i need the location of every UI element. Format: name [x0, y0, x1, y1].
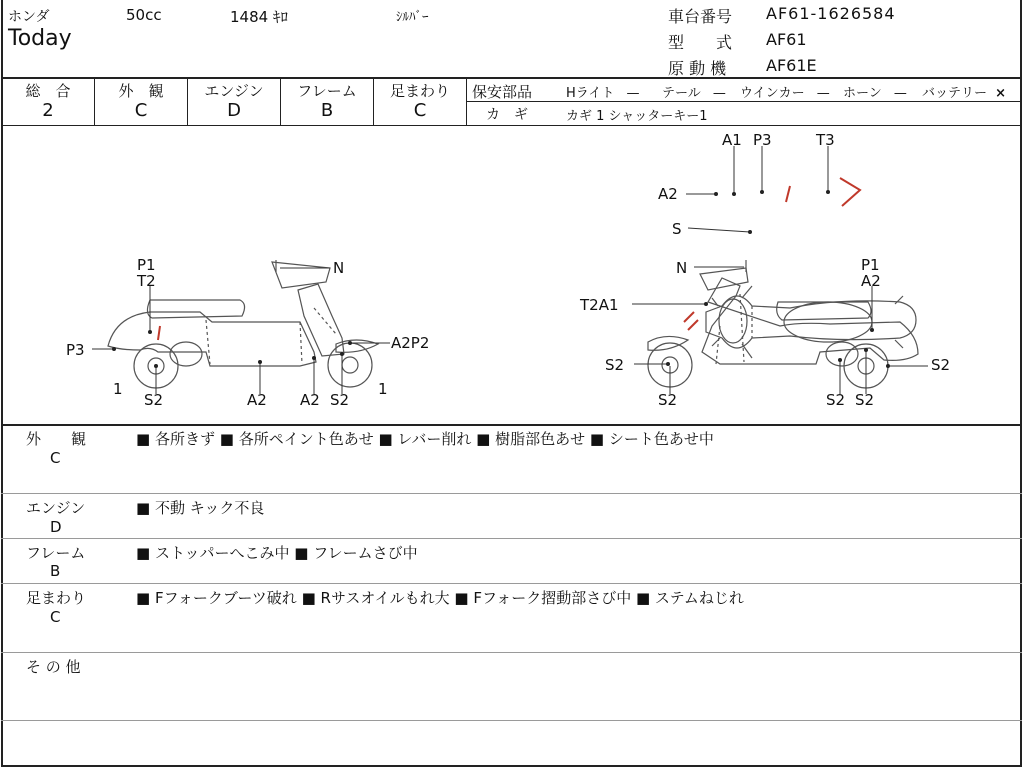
- divider: [466, 78, 467, 125]
- diagram-label: S2: [931, 356, 951, 374]
- engine-value: AF61E: [766, 56, 817, 75]
- section-title-other: そ の 他: [26, 658, 81, 676]
- diagram-label: A2: [300, 391, 320, 409]
- remark-item: レバー削れ: [397, 430, 472, 448]
- diagram-label: P1: [861, 256, 880, 274]
- remark-item: Fフォーク摺動部さび中: [473, 589, 632, 607]
- grade-engine-value: D: [227, 100, 241, 121]
- grade-suspension-label: 足まわり: [389, 82, 450, 100]
- grade-exterior-label: 外 観: [118, 82, 164, 100]
- diagram-label: 1: [113, 380, 123, 398]
- damage-marks: [158, 178, 860, 340]
- remark-item: ステムねじれ: [654, 589, 744, 607]
- engine-label: 原 動 機: [668, 59, 727, 78]
- section-title-exterior: 外 観: [26, 430, 87, 448]
- section-title-frame: フレーム: [26, 544, 86, 562]
- diagram-label: P3: [753, 131, 772, 149]
- diagram-label: T2: [137, 272, 156, 290]
- remark-item: 樹脂部色あせ: [495, 430, 586, 448]
- remark-item: 各所きず: [154, 430, 215, 448]
- divider: [1, 493, 1022, 494]
- section-grade-suspension: C: [50, 608, 61, 626]
- remark-item: シート色あせ中: [608, 430, 714, 448]
- diagram-label: S2: [330, 391, 350, 409]
- diagram-label: A2: [658, 185, 678, 203]
- divider: [1, 77, 1022, 79]
- safety-item-label: ウインカー: [740, 86, 805, 101]
- safety-item-label: Hライト: [566, 86, 615, 101]
- diagram-label: T3: [816, 131, 835, 149]
- safety-item-taillight: [662, 82, 726, 101]
- diagram-label: A2: [861, 272, 881, 290]
- diagram-label: N: [676, 259, 688, 277]
- remark-item: Fフォークブーツ破れ: [154, 589, 297, 607]
- divider: [1, 538, 1022, 539]
- remark-item: 不動 キック不良: [154, 499, 265, 517]
- divider: [1, 424, 1022, 426]
- model-name: Today: [8, 26, 72, 51]
- safety-item-battery: [922, 82, 1006, 101]
- safety-item-mark: —: [626, 86, 640, 101]
- grade-engine-label: エンジン: [204, 82, 264, 100]
- chassis-value: AF61-1626584: [766, 4, 896, 23]
- safety-item-mark: ×: [995, 86, 1007, 101]
- safety-item-mark: —: [712, 86, 726, 101]
- diagram-label: T2A1: [580, 296, 619, 314]
- diagram-label: P3: [66, 341, 85, 359]
- chassis-label: 車台番号: [668, 7, 733, 26]
- safety-item-winker: [740, 82, 830, 101]
- diagram-label: A2P2: [391, 334, 430, 352]
- type-label: 型 式: [668, 33, 733, 52]
- divider: [466, 101, 1022, 102]
- type-value: AF61: [766, 30, 807, 49]
- diagram-label: N: [333, 259, 345, 277]
- grade-suspension-value: C: [413, 100, 427, 121]
- grade-overall-label: 総 合: [25, 82, 71, 100]
- divider: [1, 583, 1022, 584]
- section-items-frame: ■ ストッパーへこみ中 ■ フレームさび中: [136, 544, 418, 562]
- mileage: 1484 ｷﾛ: [230, 8, 288, 26]
- diagram-label: P1: [137, 256, 156, 274]
- color: ｼﾙﾊﾞｰ: [396, 10, 429, 25]
- key-label: カ ギ: [486, 107, 528, 123]
- grade-frame-value: B: [320, 100, 334, 121]
- maker: ホンダ: [8, 9, 50, 25]
- diagram-label: 1: [378, 380, 388, 398]
- section-grade-engine: D: [50, 518, 62, 536]
- remark-item: Rサスオイルもれ大: [320, 589, 450, 607]
- diagram-label: S2: [855, 391, 875, 409]
- section-grade-exterior: C: [50, 449, 61, 467]
- safety-item-label: バッテリー: [922, 86, 988, 101]
- diagram-label: S2: [658, 391, 678, 409]
- remark-item: 各所ペイント色あせ: [238, 430, 374, 448]
- diagram-label: S: [672, 220, 682, 238]
- diagram-label: S2: [605, 356, 625, 374]
- safety-item-mark: —: [816, 86, 830, 101]
- leader-lines: [92, 146, 928, 394]
- key-value: カギ 1 シャッターキー1: [566, 109, 708, 124]
- safety-item-label: ホーン: [843, 86, 882, 101]
- section-items-engine: ■ 不動 キック不良: [136, 499, 265, 517]
- divider: [1, 720, 1022, 721]
- section-grade-frame: B: [50, 562, 61, 580]
- section-title-engine: エンジン: [26, 499, 86, 517]
- diagram-label: A2: [247, 391, 267, 409]
- safety-label: 保安部品: [472, 83, 533, 101]
- grade-exterior-value: C: [134, 100, 148, 121]
- section-items-exterior: ■ 各所きず ■ 各所ペイント色あせ ■ レバー削れ ■ 樹脂部色あせ ■ シート色あせ中: [136, 430, 714, 448]
- safety-item-mark: —: [893, 86, 907, 101]
- safety-item-horn: [843, 82, 907, 101]
- safety-item-headlight: [566, 82, 640, 101]
- diagram-label: S2: [826, 391, 846, 409]
- grade-overall-value: 2: [42, 100, 54, 121]
- displacement: 50cc: [126, 6, 162, 24]
- remark-item: フレームさび中: [313, 544, 418, 562]
- safety-item-label: テール: [662, 86, 701, 101]
- leader-dots: [112, 190, 890, 368]
- section-items-suspension: ■ Fフォークブーツ破れ ■ Rサスオイルもれ大 ■ Fフォーク摺動部さび中 ■ ステムねじれ: [136, 589, 744, 607]
- section-title-suspension: 足まわり: [26, 589, 87, 607]
- diagram-label: S2: [144, 391, 164, 409]
- grade-frame-label: フレーム: [297, 82, 357, 100]
- divider: [1, 652, 1022, 653]
- remark-item: ストッパーへこみ中: [154, 544, 290, 562]
- diagram-label: A1: [722, 131, 742, 149]
